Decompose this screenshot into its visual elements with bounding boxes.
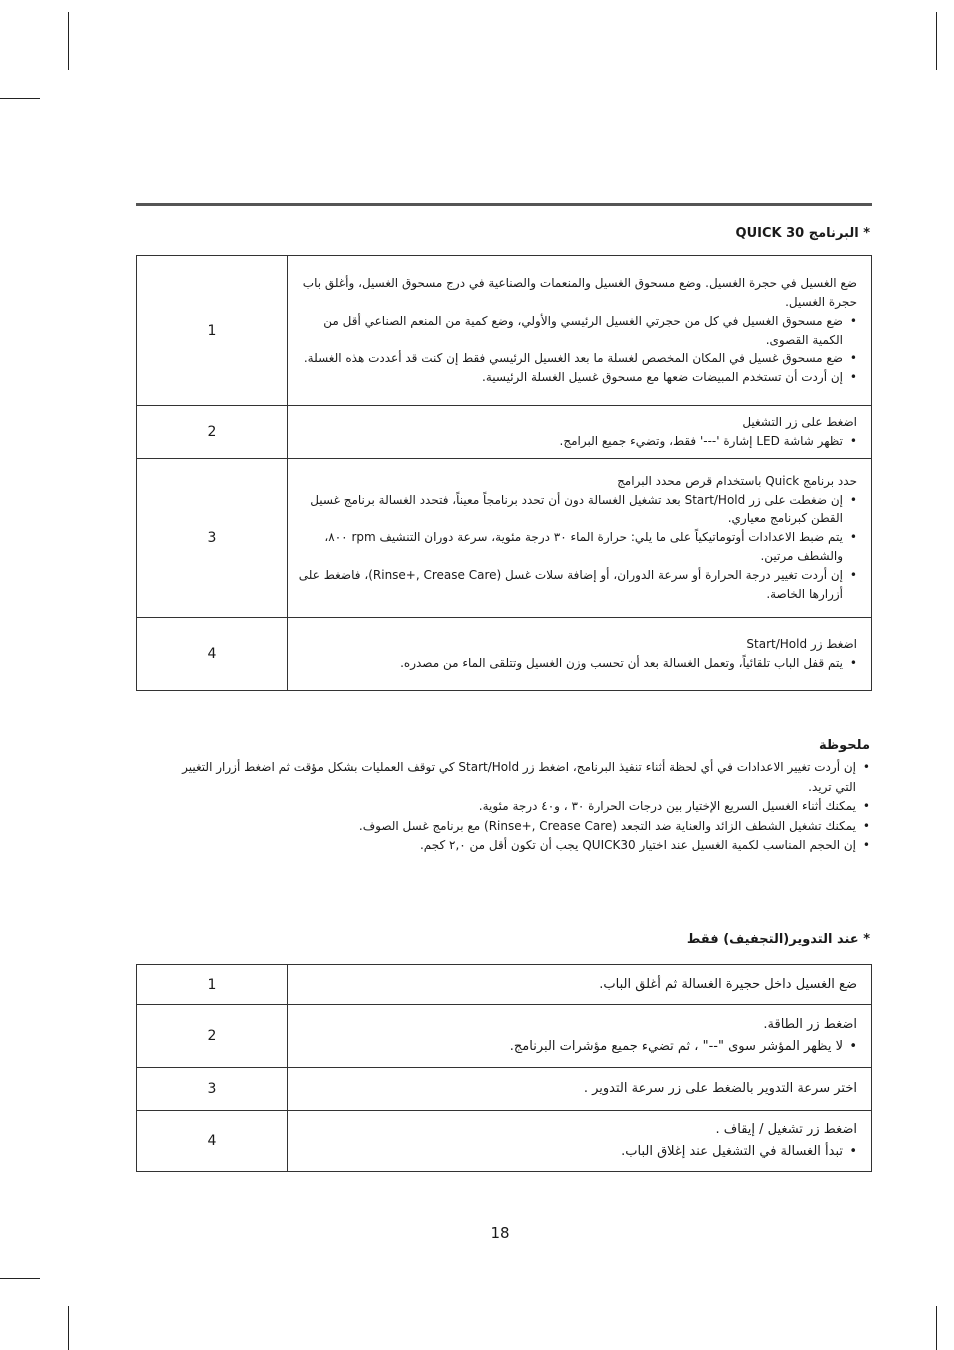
step-number: 1 xyxy=(137,965,288,1005)
step-text: اضغط زر الطاقة. xyxy=(763,1017,857,1032)
list-item: • إن الحجم المناسب لكمية الغسيل عند اختيار QUICK30 يجب أن تكون أقل من ٢,٠ كجم. xyxy=(160,836,870,856)
step-content xyxy=(288,617,872,690)
step-text: اضغط زر Start/Hold xyxy=(746,636,857,651)
table-row xyxy=(137,256,872,406)
crop-mark xyxy=(68,12,69,70)
table-row xyxy=(137,965,872,1005)
step-number: 2 xyxy=(137,1005,288,1068)
list-item: • تظهر شاشة LED إشارة '---' فقط، وتضيء جميع البرامج. xyxy=(298,432,857,451)
step-text: اختر سرعة التدوير بالضغط على زر سرعة التدوير . xyxy=(583,1081,857,1096)
header-rule xyxy=(136,203,872,206)
list-item: • يمكنك أثناء الغسيل السريع الإختيار بين درجات الحرارة ٣٠ ، و٤٠ درجة مئوية. xyxy=(160,797,870,817)
notes-block xyxy=(160,758,870,856)
step-text: ضع الغسيل داخل حجيرة الغسالة ثم أغلق الباب. xyxy=(599,976,857,992)
step-bullets xyxy=(298,432,857,451)
quick30-steps-table xyxy=(136,255,872,691)
table-row xyxy=(137,1005,872,1068)
step-bullets xyxy=(298,491,857,604)
list-item: • ضع مسحوق غسيل في المكان المخصص لغسلة ما بعد الغسيل الرئيسي فقط إن كنت قد أعددت هذه الغسلة. xyxy=(298,349,857,368)
step-content xyxy=(288,965,872,1005)
list-item: • تبدأ الغسالة في التشغيل عند إغلاق الباب. xyxy=(298,1141,857,1163)
step-text: اضغط على زر التشغيل xyxy=(742,415,857,429)
crop-mark xyxy=(68,1306,69,1350)
list-item: • ضع مسحوق الغسيل في كل من حجرتي الغسيل الرئيسي والأولي، وضع كمية من المنعم الصناعي أقل من الكمية القصوى. xyxy=(298,312,857,350)
crop-mark xyxy=(0,98,40,99)
section-heading-spin-only: * عند التدوير(التجفيف) فقط xyxy=(686,932,870,947)
step-bullets xyxy=(298,312,857,387)
table-row xyxy=(137,1068,872,1111)
spin-steps-table xyxy=(136,964,872,1172)
crop-mark xyxy=(936,12,937,70)
list-item: • إن أردت تغيير الاعدادات في أي لحظة أثناء تنفيذ البرنامج، اضغط زر Start/Hold كي توقف العمليات بشكل مؤقت ثم اضغط أزرار التغيير التي تريد. xyxy=(160,758,870,797)
page-number: 18 xyxy=(490,1224,510,1242)
step-content xyxy=(288,458,872,617)
step-number: 1 xyxy=(137,256,288,406)
step-content xyxy=(288,1111,872,1172)
list-item: • يتم قفل الباب تلقائياً، وتعمل الغسالة بعد أن تحسب وزن الغسيل وتتلقى الماء من مصدره. xyxy=(298,654,857,673)
list-item: • يمكنك تشغيل الشطف الزائد والعناية ضد التجعد (Rinse+, Crease Care) مع برنامج غسل الصوف. xyxy=(160,817,870,837)
section-heading-quick30: * البرنامج QUICK 30 xyxy=(735,226,870,241)
table-row xyxy=(137,617,872,690)
step-number: 4 xyxy=(137,617,288,690)
list-item: • يتم ضبط الاعدادات أوتوماتيكياً على ما يلي: حرارة الماء ٣٠ درجة مئوية، سرعة دوران التنشيف rpm ٨٠٠، والشطف مرتين. xyxy=(298,528,857,566)
step-text: حدد برنامج Quick باستخدام قرص محدد البرامج xyxy=(617,473,857,488)
step-content xyxy=(288,256,872,406)
notes-list xyxy=(160,758,870,856)
step-number: 2 xyxy=(137,406,288,459)
step-text: اضغط زر تشغيل / إيقاف . xyxy=(715,1122,857,1137)
step-content xyxy=(288,1068,872,1111)
list-item: • لا يظهر المؤشر سوى "--" ، ثم تضيء جميع مؤشرات البرنامج. xyxy=(298,1036,857,1058)
list-item: • إن أردت أن تستخدم المبيضات ضعها مع مسحوق غسيل الغسلة الرئيسية. xyxy=(298,368,857,387)
table-row xyxy=(137,1111,872,1172)
step-number: 4 xyxy=(137,1111,288,1172)
step-number: 3 xyxy=(137,458,288,617)
step-content xyxy=(288,406,872,459)
step-text: ضع الغسيل في حجرة الغسيل. وضع مسحوق الغسيل والمنعمات والصناعية في درج مسحوق الغسيل، وأغلق باب حجرة الغسيل. xyxy=(302,276,857,309)
list-item: • إن أردت تغيير درجة الحرارة أو سرعة الدوران، أو إضافة سلات غسل (Rinse+, Crease Care)، فاضغط على أزرارها الخاصة. xyxy=(298,566,857,604)
crop-mark xyxy=(0,1278,40,1279)
step-number: 3 xyxy=(137,1068,288,1111)
list-item: • إن ضغطت على زر Start/Hold بعد تشغيل الغسالة دون أن تحدد برنامجاً معيناً، فتحدد الغسالة برنامج غسيل القطن كبرنامج معياري. xyxy=(298,491,857,529)
notes-heading: ملحوظة xyxy=(818,738,870,753)
table-row xyxy=(137,406,872,459)
step-content xyxy=(288,1005,872,1068)
step-bullets xyxy=(298,1141,857,1163)
step-bullets xyxy=(298,1036,857,1058)
step-bullets xyxy=(298,654,857,673)
table-row xyxy=(137,458,872,617)
crop-mark xyxy=(936,1306,937,1350)
